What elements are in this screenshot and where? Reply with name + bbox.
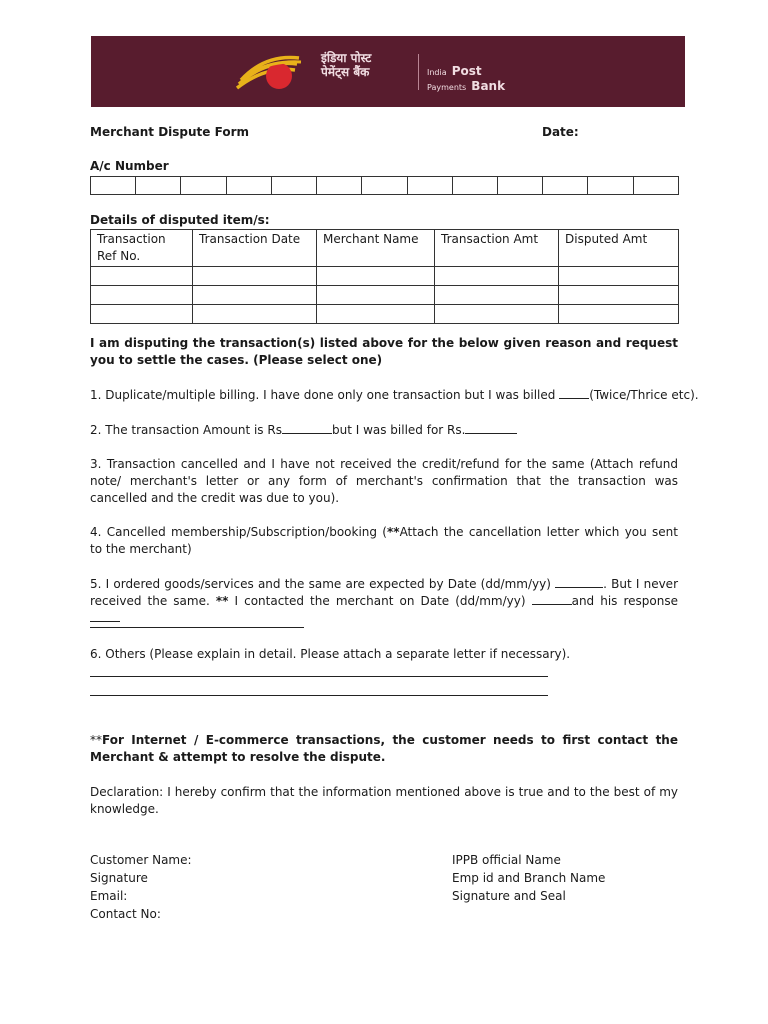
ecommerce-note <box>90 732 678 766</box>
account-digit-box[interactable] <box>497 177 542 195</box>
account-number-label: A/c Number <box>90 159 169 173</box>
reason-3: 3. Transaction cancelled and I have not received the credit/refund for the same (Attach refund note/ merchant's letter or any form of merchant's confirmation that the transaction was cancelled and the credit was due to you). <box>90 457 678 505</box>
brand-post: Post <box>451 64 482 78</box>
ecommerce-note-stars: ** <box>90 733 102 747</box>
reason-5-text-2: . But I never received the same. <box>90 577 678 608</box>
account-number-boxes[interactable] <box>90 176 679 195</box>
table-cell[interactable] <box>559 286 679 305</box>
account-digit-box[interactable] <box>181 177 226 195</box>
disputed-items-table <box>90 229 679 324</box>
account-digit-box[interactable] <box>317 177 362 195</box>
reason-1-text: 1. Duplicate/multiple billing. I have done only one transaction but I was billed <box>90 388 560 402</box>
reason-5-text: 5. I ordered goods/services and the same are expected by Date (dd/mm/yy) <box>90 577 556 591</box>
ippb-brand-name <box>427 64 505 94</box>
reason-4-suffix: Attach the cancellation letter which you sent to the merchant) <box>90 525 678 556</box>
reason-5 <box>90 576 678 627</box>
official-signature-seal-label: Signature and Seal <box>452 889 566 903</box>
header-banner <box>91 36 685 107</box>
table-cell[interactable] <box>91 267 193 286</box>
disputed-items-label: Details of disputed item/s: <box>90 213 270 227</box>
account-digit-box[interactable] <box>407 177 452 195</box>
account-digit-box[interactable] <box>588 177 633 195</box>
table-cell[interactable] <box>435 305 559 324</box>
reason-4-stars: ** <box>387 525 400 539</box>
brand-payments: Payments <box>427 83 467 92</box>
account-digit-box[interactable] <box>91 177 136 195</box>
reason-4-text: 4. Cancelled membership/Subscription/booking ( <box>90 525 387 539</box>
table-row <box>91 267 679 286</box>
billed-times-blank[interactable] <box>559 398 589 399</box>
reason-5-stars: ** <box>215 594 229 608</box>
hindi-brand-name <box>321 51 371 79</box>
reason-1-suffix: (Twice/Thrice etc). <box>589 388 699 402</box>
reason-2-middle: but I was billed for Rs. <box>331 423 466 437</box>
table-cell[interactable] <box>91 286 193 305</box>
merchant-response-blank[interactable] <box>90 621 120 622</box>
table-cell[interactable] <box>193 305 317 324</box>
table-cell[interactable] <box>193 286 317 305</box>
table-cell[interactable] <box>559 305 679 324</box>
table-cell[interactable] <box>193 267 317 286</box>
table-cell[interactable] <box>317 267 435 286</box>
merchant-response-line[interactable] <box>90 627 304 628</box>
expected-date-blank[interactable] <box>555 587 603 588</box>
table-cell[interactable] <box>435 267 559 286</box>
contact-date-blank[interactable] <box>532 604 572 605</box>
reason-5-text-3: I contacted the merchant on Date (dd/mm/yy) <box>228 594 532 608</box>
others-explain-line-1[interactable] <box>90 676 548 677</box>
account-digit-box[interactable] <box>136 177 181 195</box>
reason-4 <box>90 524 678 558</box>
table-cell[interactable] <box>317 286 435 305</box>
reason-2 <box>90 422 517 439</box>
reason-2-text: 2. The transaction Amount is Rs <box>90 423 282 437</box>
column-header: Transaction Date <box>193 230 317 267</box>
table-cell[interactable] <box>435 286 559 305</box>
table-row <box>91 305 679 324</box>
transaction-amount-blank[interactable] <box>282 433 332 434</box>
banner-divider <box>418 54 419 90</box>
form-title: Merchant Dispute Form <box>90 125 249 139</box>
customer-email-label: Email: <box>90 889 128 903</box>
brand-bank: Bank <box>471 79 506 93</box>
dispute-intro: I am disputing the transaction(s) listed above for the below given reason and request you to settle the cases. (Please select one) <box>90 336 678 367</box>
customer-contact-label: Contact No: <box>90 907 161 921</box>
official-name-label: IPPB official Name <box>452 853 561 867</box>
declaration: Declaration: I hereby confirm that the information mentioned above is true and to the best of my knowledge. <box>90 785 678 816</box>
customer-name-label: Customer Name: <box>90 853 192 867</box>
hindi-line-1: इंडिया पोस्ट <box>321 51 372 65</box>
table-header-row <box>91 230 679 267</box>
column-header: Transaction Ref No. <box>91 230 193 267</box>
billed-amount-blank[interactable] <box>465 433 517 434</box>
others-explain-line-2[interactable] <box>90 695 548 696</box>
table-cell[interactable] <box>91 305 193 324</box>
ecommerce-note-text: For Internet / E-commerce transactions, the customer needs to first contact the Merchant & attempt to resolve the dispute. <box>90 733 678 764</box>
india-post-logo-icon <box>235 50 303 94</box>
brand-india: India <box>427 68 447 77</box>
column-header: Transaction Amt <box>435 230 559 267</box>
table-cell[interactable] <box>317 305 435 324</box>
reason-6: 6. Others (Please explain in detail. Please attach a separate letter if necessary). <box>90 647 571 661</box>
account-digit-box[interactable] <box>226 177 271 195</box>
column-header: Merchant Name <box>317 230 435 267</box>
hindi-line-2: पेमेंट्स बैंक <box>321 65 370 79</box>
date-label: Date: <box>542 125 579 139</box>
account-digit-box[interactable] <box>452 177 497 195</box>
customer-signature-label: Signature <box>90 871 148 885</box>
reason-5-text-4: and his response <box>571 594 678 608</box>
account-digit-box[interactable] <box>271 177 316 195</box>
table-cell[interactable] <box>559 267 679 286</box>
column-header: Disputed Amt <box>559 230 679 267</box>
account-digit-box[interactable] <box>362 177 407 195</box>
official-emp-branch-label: Emp id and Branch Name <box>452 871 606 885</box>
table-row <box>91 286 679 305</box>
reason-1 <box>90 387 699 404</box>
account-digit-box[interactable] <box>633 177 678 195</box>
account-digit-box[interactable] <box>543 177 588 195</box>
